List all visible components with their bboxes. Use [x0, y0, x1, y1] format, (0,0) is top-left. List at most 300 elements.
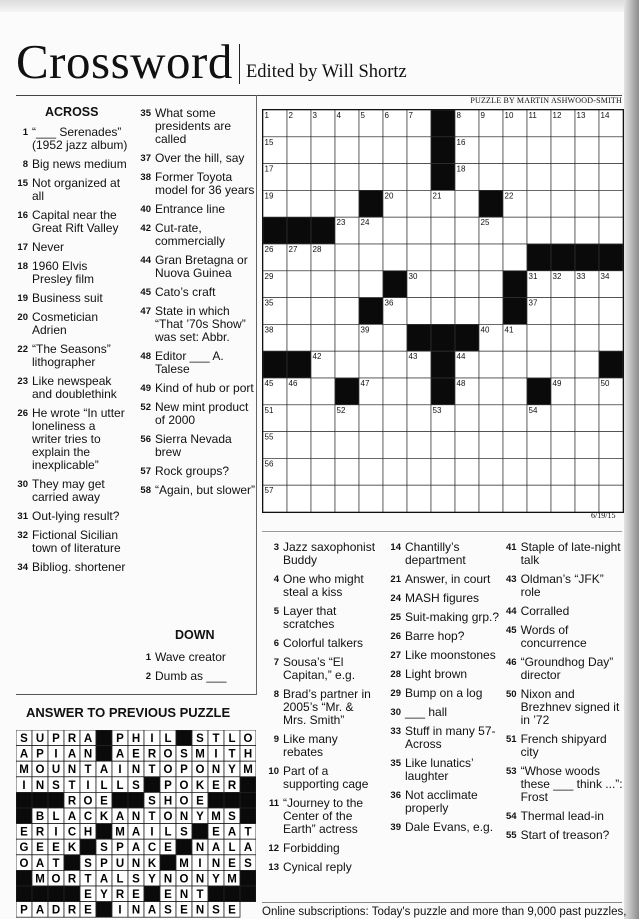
cell-number: 49: [552, 379, 562, 388]
grid-cell[interactable]: [551, 190, 575, 217]
grid-cell[interactable]: [479, 432, 503, 459]
grid-cell[interactable]: [575, 378, 599, 405]
clue-item: [16, 375, 128, 401]
clue-item: [506, 605, 624, 618]
cell-number: 28: [312, 245, 322, 254]
grid-cell[interactable]: [527, 217, 551, 244]
cell-number: 26: [264, 245, 274, 254]
grid-cell[interactable]: [407, 190, 431, 217]
grid-cell[interactable]: [455, 432, 479, 459]
clue-number: 58: [140, 485, 151, 496]
page-title: Crossword: [16, 34, 233, 89]
grid-cell[interactable]: [551, 298, 575, 325]
answer-black-square: [240, 886, 256, 902]
grid-cell[interactable]: [287, 164, 311, 191]
grid-cell[interactable]: [527, 351, 551, 378]
grid-cell[interactable]: [551, 137, 575, 164]
clue-number: 27: [390, 650, 401, 661]
grid-cell[interactable]: [359, 458, 383, 485]
grid-cell[interactable]: [287, 458, 311, 485]
answer-letter: M: [243, 764, 253, 777]
clue-number: 1: [22, 127, 28, 138]
grid-cell[interactable]: [479, 137, 503, 164]
grid-cell[interactable]: [455, 485, 479, 512]
grid-cell[interactable]: [503, 405, 527, 432]
black-square: [431, 324, 455, 351]
clue-number: 24: [390, 593, 401, 604]
grid-cell[interactable]: [335, 298, 359, 325]
clue-number: 35: [390, 758, 401, 769]
grid-cell[interactable]: [335, 351, 359, 378]
answer-letter: N: [67, 764, 77, 777]
grid-cell[interactable]: [455, 190, 479, 217]
answer-letter: M: [211, 811, 221, 823]
across-heading: ACROSS: [45, 105, 99, 119]
answer-letter: A: [67, 748, 77, 761]
grid-cell[interactable]: [551, 432, 575, 459]
clue-number: 39: [390, 822, 401, 833]
grid-cell[interactable]: [575, 458, 599, 485]
grid-cell[interactable]: [575, 324, 599, 351]
grid-cell[interactable]: [383, 351, 407, 378]
cell-number: 24: [360, 218, 370, 228]
grid-cell[interactable]: [479, 485, 503, 512]
clue-number: 20: [17, 312, 28, 323]
answer-letter: Y: [212, 873, 220, 886]
answer-letter: E: [132, 748, 140, 761]
grid-cell[interactable]: [551, 458, 575, 485]
grid-cell[interactable]: [407, 217, 431, 244]
grid-cell[interactable]: [551, 164, 575, 191]
grid-cell[interactable]: [575, 190, 599, 217]
grid-cell[interactable]: [599, 405, 623, 432]
clue-number: 51: [506, 734, 517, 745]
answer-letter: N: [131, 764, 141, 777]
grid-cell[interactable]: [311, 164, 335, 191]
answer-letter: N: [179, 889, 189, 901]
grid-cell[interactable]: [335, 244, 359, 271]
grid-cell[interactable]: [575, 217, 599, 244]
answer-black-square: [64, 886, 80, 902]
clue-item: [16, 126, 128, 152]
answer-letter: L: [116, 873, 124, 886]
grid-cell[interactable]: [503, 164, 527, 191]
answer-letter: L: [52, 811, 60, 823]
answer-letter: C: [83, 811, 93, 823]
cell-number: 43: [408, 352, 418, 362]
grid-cell[interactable]: [503, 378, 527, 405]
cell-number: 3: [312, 111, 317, 120]
grid-cell[interactable]: [431, 458, 455, 485]
grid-cell[interactable]: [383, 432, 407, 459]
cell-number: 52: [336, 405, 346, 415]
grid-cell[interactable]: [455, 298, 479, 325]
clue-text: Gran Bretagna or Nuova Guinea: [155, 253, 248, 280]
black-square: [599, 244, 623, 271]
grid-cell[interactable]: [431, 432, 455, 459]
grid-cell[interactable]: [311, 432, 335, 459]
answer-letter: S: [244, 857, 252, 870]
answer-black-square: [16, 886, 32, 902]
clue-text: Stuff in many 57-Across: [405, 724, 496, 751]
grid-cell[interactable]: [527, 137, 551, 164]
grid-cell[interactable]: [383, 244, 407, 271]
cell-number: 34: [600, 271, 610, 281]
clue-number: 49: [140, 383, 151, 394]
answer-letter: S: [148, 795, 156, 808]
grid-cell[interactable]: [311, 458, 335, 485]
grid-cell[interactable]: [431, 217, 455, 244]
grid-cell[interactable]: [335, 164, 359, 191]
answer-black-square: [144, 777, 160, 793]
grid-cell[interactable]: [287, 137, 311, 164]
footer-text: Online subscriptions: Today's puzzle and more than 9,000 past puzzles,: [262, 906, 627, 918]
grid-cell[interactable]: [335, 458, 359, 485]
black-square: [359, 298, 383, 325]
clue-text: “Whose woods these ___ think ...”: Frost: [520, 764, 623, 804]
grid-cell[interactable]: [383, 164, 407, 191]
clue-text: Layer that scratches: [283, 604, 337, 631]
grid-cell[interactable]: [599, 137, 623, 164]
grid-cell[interactable]: [575, 164, 599, 191]
answer-letter: O: [179, 873, 189, 886]
clue-item: [262, 688, 376, 727]
grid-cell[interactable]: [383, 324, 407, 351]
grid-cell[interactable]: [455, 244, 479, 271]
grid-cell[interactable]: [431, 244, 455, 271]
grid-cell[interactable]: [407, 244, 431, 271]
grid-cell[interactable]: [599, 298, 623, 325]
clue-text: Chantilly’s department: [405, 540, 466, 567]
grid-cell[interactable]: [311, 485, 335, 512]
answer-letter: E: [132, 889, 140, 901]
grid-cell[interactable]: [407, 405, 431, 432]
answer-letter: N: [195, 904, 205, 917]
grid-cell[interactable]: [311, 378, 335, 405]
grid-cell[interactable]: [359, 164, 383, 191]
clue-text: Sousa’s “El Capitan,” e.g.: [283, 655, 356, 682]
answer-letter: M: [115, 826, 125, 839]
answer-letter: R: [147, 748, 157, 761]
grid-cell[interactable]: [599, 217, 623, 244]
clue-text: What some presidents are called: [155, 106, 232, 146]
grid-cell[interactable]: [383, 485, 407, 512]
grid-cell[interactable]: [599, 458, 623, 485]
clue-number: 6: [273, 638, 279, 649]
cell-number: 8: [456, 111, 461, 120]
cell-number: 32: [552, 271, 562, 281]
clue-text: Out-lying result?: [32, 509, 120, 523]
answer-black-square: [208, 886, 224, 902]
grid-cell[interactable]: [479, 298, 503, 325]
grid-cell[interactable]: [551, 351, 575, 378]
answer-letter: A: [227, 826, 237, 839]
clue-text: 1960 Elvis Presley film: [32, 259, 95, 286]
grid-cell[interactable]: [527, 164, 551, 191]
answer-black-square: [112, 792, 128, 808]
grid-cell[interactable]: [527, 432, 551, 459]
clue-number: 47: [140, 306, 151, 317]
editor-credit: Edited by Will Shortz: [246, 62, 407, 82]
grid-cell[interactable]: [503, 458, 527, 485]
clue-item: [139, 382, 257, 395]
clue-text: Staple of late-night talk: [520, 540, 621, 567]
grid-cell[interactable]: [287, 190, 311, 217]
clue-item: [139, 171, 257, 197]
grid-cell[interactable]: [431, 298, 455, 325]
grid-cell[interactable]: [287, 432, 311, 459]
answer-letter: N: [179, 811, 189, 823]
grid-cell[interactable]: [311, 405, 335, 432]
answer-letter: T: [228, 748, 236, 761]
clue-text: Suit-making grp.?: [405, 610, 500, 624]
grid-cell[interactable]: [287, 271, 311, 298]
answer-letter: N: [35, 779, 45, 792]
cell-number: 29: [264, 271, 274, 281]
grid-cell[interactable]: [335, 324, 359, 351]
cell-number: 15: [264, 137, 274, 147]
clue-item: [139, 305, 257, 344]
answer-letter: S: [228, 811, 236, 823]
grid-cell[interactable]: [359, 432, 383, 459]
clue-text: Rock groups?: [155, 464, 230, 478]
cell-number: 37: [528, 298, 538, 308]
crossword-grid[interactable]: [262, 109, 624, 513]
answer-letter: N: [131, 904, 141, 917]
clue-item: [139, 203, 257, 216]
grid-cell[interactable]: [383, 217, 407, 244]
grid-cell[interactable]: [311, 137, 335, 164]
cell-number: 16: [456, 137, 466, 147]
grid-cell[interactable]: [311, 271, 335, 298]
cell-number: 13: [576, 111, 586, 120]
answer-black-square: [240, 808, 256, 824]
grid-cell[interactable]: [599, 432, 623, 459]
black-square: [431, 137, 455, 164]
answer-letter: O: [179, 795, 189, 808]
grid-cell[interactable]: [479, 271, 503, 298]
grid-cell[interactable]: [287, 485, 311, 512]
grid-cell[interactable]: [287, 298, 311, 325]
answer-letter: O: [19, 857, 29, 870]
answer-letter: S: [84, 857, 92, 870]
answer-letter: P: [100, 857, 108, 870]
grid-cell[interactable]: [359, 405, 383, 432]
clue-number: 34: [17, 562, 28, 573]
grid-cell[interactable]: [599, 324, 623, 351]
answer-letter: N: [83, 748, 93, 761]
grid-cell[interactable]: [503, 217, 527, 244]
grid-cell[interactable]: [455, 458, 479, 485]
clue-text: They may get carried away: [32, 477, 105, 504]
black-square: [527, 378, 551, 405]
clue-text: Like lunatics’ laughter: [405, 756, 474, 783]
grid-cell[interactable]: [383, 458, 407, 485]
answer-black-square: [16, 792, 32, 808]
grid-cell[interactable]: [599, 485, 623, 512]
grid-cell[interactable]: [527, 324, 551, 351]
answer-letter: U: [115, 857, 125, 870]
clue-number: 40: [140, 204, 151, 215]
grid-cell[interactable]: [407, 458, 431, 485]
black-square: [287, 217, 311, 244]
cell-number: 54: [528, 405, 538, 415]
grid-cell[interactable]: [407, 164, 431, 191]
grid-cell[interactable]: [551, 324, 575, 351]
grid-cell[interactable]: [503, 485, 527, 512]
grid-cell[interactable]: [575, 137, 599, 164]
clue-item: [139, 152, 257, 165]
grid-cell[interactable]: [551, 405, 575, 432]
grid-cell[interactable]: [479, 405, 503, 432]
grid-cell[interactable]: [527, 190, 551, 217]
clue-item: [262, 797, 376, 836]
answer-letter: T: [84, 873, 92, 886]
grid-cell[interactable]: [359, 271, 383, 298]
grid-cell[interactable]: [575, 351, 599, 378]
clue-text: He wrote “In utter loneliness a writer tries to explain the inexplicable”: [32, 406, 125, 472]
grid-cell[interactable]: [503, 244, 527, 271]
grid-cell[interactable]: [575, 485, 599, 512]
grid-cell[interactable]: [479, 164, 503, 191]
grid-cell[interactable]: [335, 485, 359, 512]
grid-cell[interactable]: [479, 458, 503, 485]
answer-letter: E: [84, 904, 92, 917]
answer-letter: M: [179, 857, 189, 870]
grid-cell[interactable]: [287, 405, 311, 432]
answer-black-square: [96, 902, 112, 918]
answer-letter: T: [244, 826, 252, 839]
clue-item: [16, 510, 128, 523]
clue-item: [384, 592, 500, 605]
clue-text: Editor ___ A. Talese: [155, 349, 224, 376]
answer-letter: S: [20, 733, 28, 745]
grid-cell[interactable]: [359, 485, 383, 512]
answer-letter: O: [243, 733, 253, 745]
clue-item: [384, 630, 500, 643]
grid-cell[interactable]: [527, 485, 551, 512]
answer-letter: E: [228, 904, 236, 917]
cell-number: 6: [384, 111, 389, 120]
grid-cell[interactable]: [599, 190, 623, 217]
grid-cell[interactable]: [575, 405, 599, 432]
clue-item: [139, 465, 257, 478]
answer-letter: P: [116, 733, 124, 745]
grid-cell[interactable]: [311, 324, 335, 351]
answer-letter: N: [195, 873, 205, 886]
grid-cell[interactable]: [335, 432, 359, 459]
clue-item: [139, 222, 257, 248]
grid-cell[interactable]: [383, 137, 407, 164]
grid-cell[interactable]: [311, 298, 335, 325]
grid-cell[interactable]: [359, 351, 383, 378]
answer-letter: E: [84, 889, 92, 901]
header-divider: [239, 44, 240, 84]
grid-cell[interactable]: [503, 137, 527, 164]
answer-letter: U: [35, 733, 45, 745]
answer-black-square: [16, 870, 32, 886]
grid-cell[interactable]: [479, 351, 503, 378]
grid-cell[interactable]: [359, 244, 383, 271]
answer-letter: R: [227, 779, 237, 792]
clue-item: [506, 573, 624, 599]
answer-black-square: [64, 855, 80, 871]
grid-cell[interactable]: [551, 485, 575, 512]
answer-letter: Y: [196, 811, 204, 823]
answer-black-square: [240, 792, 256, 808]
cell-number: 20: [384, 191, 394, 201]
clue-text: “The Seasons” lithographer: [32, 342, 111, 369]
cell-number: 30: [408, 271, 418, 281]
cell-number: 19: [264, 191, 274, 201]
clue-item: [506, 688, 624, 727]
answer-letter: P: [180, 764, 188, 777]
clue-number: 31: [17, 511, 28, 522]
grid-cell[interactable]: [407, 378, 431, 405]
answer-letter: S: [100, 842, 108, 855]
grid-cell[interactable]: [335, 271, 359, 298]
grid-cell[interactable]: [335, 137, 359, 164]
grid-cell[interactable]: [311, 190, 335, 217]
grid-cell[interactable]: [455, 405, 479, 432]
answer-letter: T: [148, 764, 156, 777]
answer-letter: O: [51, 873, 61, 886]
answer-letter: L: [164, 826, 172, 839]
grid-cell[interactable]: [503, 432, 527, 459]
cell-number: 51: [264, 405, 274, 415]
clue-text: Business suit: [32, 291, 103, 305]
cell-number: 23: [336, 218, 346, 228]
grid-cell[interactable]: [287, 324, 311, 351]
answer-letter: S: [164, 904, 172, 917]
grid-cell[interactable]: [335, 190, 359, 217]
grid-cell[interactable]: [407, 485, 431, 512]
clue-text: Start of treason?: [520, 828, 610, 842]
grid-cell[interactable]: [455, 217, 479, 244]
grid-cell[interactable]: [575, 432, 599, 459]
clue-item: [506, 765, 624, 804]
grid-cell[interactable]: [479, 378, 503, 405]
cell-number: 7: [408, 111, 413, 120]
grid-cell[interactable]: [407, 432, 431, 459]
answer-letter: I: [118, 904, 122, 917]
clue-item: [384, 649, 500, 662]
black-square: [455, 324, 479, 351]
clue-number: 2: [145, 671, 151, 682]
grid-cell[interactable]: [359, 137, 383, 164]
answer-letter: A: [115, 811, 125, 823]
grid-cell[interactable]: [599, 164, 623, 191]
grid-cell[interactable]: [383, 378, 407, 405]
grid-cell[interactable]: [383, 405, 407, 432]
clue-number: 55: [506, 830, 517, 841]
grid-cell[interactable]: [527, 458, 551, 485]
grid-cell[interactable]: [455, 271, 479, 298]
grid-cell[interactable]: [431, 485, 455, 512]
grid-cell[interactable]: [407, 137, 431, 164]
grid-cell[interactable]: [503, 351, 527, 378]
answer-black-square: [224, 886, 240, 902]
answer-letter: N: [211, 857, 221, 870]
grid-cell[interactable]: [551, 217, 575, 244]
grid-cell[interactable]: [575, 298, 599, 325]
clue-number: 12: [268, 843, 279, 854]
grid-cell[interactable]: [431, 271, 455, 298]
grid-cell[interactable]: [407, 298, 431, 325]
grid-cell[interactable]: [479, 244, 503, 271]
clue-number: 25: [390, 612, 401, 623]
clue-text: Like moonstones: [405, 648, 496, 662]
